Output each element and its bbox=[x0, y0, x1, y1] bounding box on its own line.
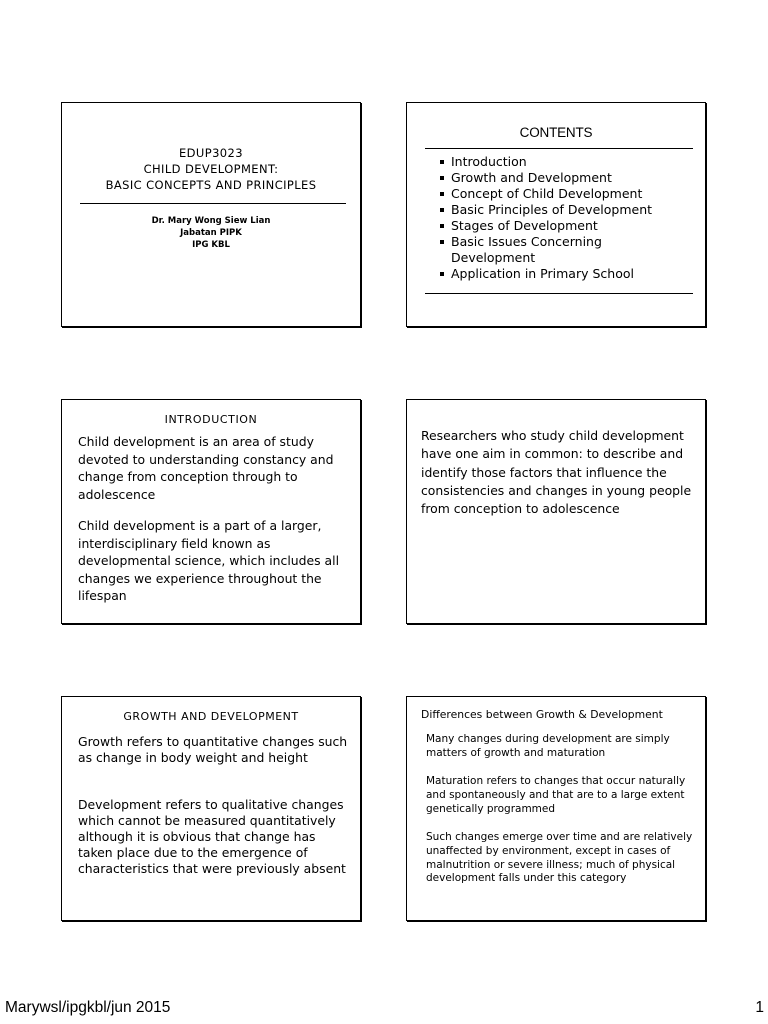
contents-item bbox=[440, 234, 647, 266]
footer-author-tag: Marywsl/ipgkbl/jun 2015 bbox=[5, 999, 171, 1016]
researchers-paragraph: Researchers who study child development have one aim in common: to describe and identify those factors that influence the consistencies and changes in young people from conception to adolescence bbox=[421, 428, 692, 517]
growth-paragraph: Growth refers to quantitative changes such as change in body weight and height bbox=[78, 734, 348, 765]
author-department: Jabatan PIPK bbox=[180, 228, 242, 238]
bullet-icon bbox=[440, 176, 444, 180]
bullet-icon bbox=[440, 160, 444, 164]
course-title bbox=[62, 145, 360, 193]
contents-divider-bottom bbox=[425, 293, 693, 294]
contents-item-label: Concept of Child Development bbox=[451, 186, 643, 201]
contents-item-label: Stages of Development bbox=[451, 218, 598, 233]
contents-divider-top bbox=[425, 148, 693, 149]
differences-paragraph: Many changes during development are simply matters of growth and maturation bbox=[426, 733, 670, 759]
slide-introduction bbox=[61, 399, 361, 624]
contents-item-label: Basic Principles of Development bbox=[451, 202, 653, 217]
author-institution: IPG KBL bbox=[192, 240, 230, 250]
course-subtitle: BASIC CONCEPTS AND PRINCIPLES bbox=[105, 178, 317, 192]
slide-growth-development bbox=[61, 696, 361, 921]
contents-item bbox=[440, 218, 652, 234]
growth-development-heading: GROWTH AND DEVELOPMENT bbox=[123, 710, 299, 723]
contents-item-label: Application in Primary School bbox=[451, 266, 634, 281]
development-paragraph: Development refers to qualitative changes which cannot be measured quantitatively although it is obvious that change has taken place due to the emergence of characteristics that were previously absent bbox=[78, 797, 346, 876]
author-block bbox=[62, 215, 360, 251]
contents-item bbox=[440, 154, 652, 170]
contents-item-label: Basic Issues Concerning Development bbox=[451, 234, 602, 265]
contents-item bbox=[440, 266, 652, 282]
course-name: CHILD DEVELOPMENT: bbox=[143, 162, 279, 176]
bullet-icon bbox=[440, 224, 444, 228]
contents-list bbox=[440, 154, 652, 282]
contents-item-label: Introduction bbox=[451, 154, 527, 169]
author-name: Dr. Mary Wong Siew Lian bbox=[151, 216, 271, 226]
differences-paragraph: Maturation refers to changes that occur naturally and spontaneously and that are to a large extent genetically programmed bbox=[426, 775, 686, 815]
introduction-paragraph: Child development is an area of study devoted to understanding constancy and change from conception through to adolescence bbox=[78, 434, 334, 502]
contents-heading: CONTENTS bbox=[519, 125, 593, 140]
differences-paragraph: Such changes emerge over time and are relatively unaffected by environment, except in cases of malnutrition or severe illness; much of physical development falls under this category bbox=[426, 831, 693, 885]
title-divider bbox=[80, 203, 346, 204]
slide-differences bbox=[406, 696, 706, 921]
slide-researchers bbox=[406, 399, 706, 624]
contents-item-label: Growth and Development bbox=[451, 170, 612, 185]
introduction-paragraph: Child development is a part of a larger, interdisciplinary field known as developmental science, which includes all changes we experience throughout the lifespan bbox=[78, 518, 340, 603]
bullet-icon bbox=[440, 192, 444, 196]
bullet-icon bbox=[440, 240, 444, 244]
contents-item bbox=[440, 202, 652, 218]
slide-title bbox=[61, 102, 361, 327]
contents-item bbox=[440, 186, 652, 202]
introduction-heading: INTRODUCTION bbox=[164, 413, 258, 426]
differences-heading: Differences between Growth & Development bbox=[421, 708, 663, 721]
bullet-icon bbox=[440, 272, 444, 276]
bullet-icon bbox=[440, 208, 444, 212]
course-code: EDUP3023 bbox=[179, 146, 243, 160]
contents-item bbox=[440, 170, 652, 186]
slide-contents bbox=[406, 102, 706, 327]
page-number: 1 bbox=[755, 999, 764, 1016]
